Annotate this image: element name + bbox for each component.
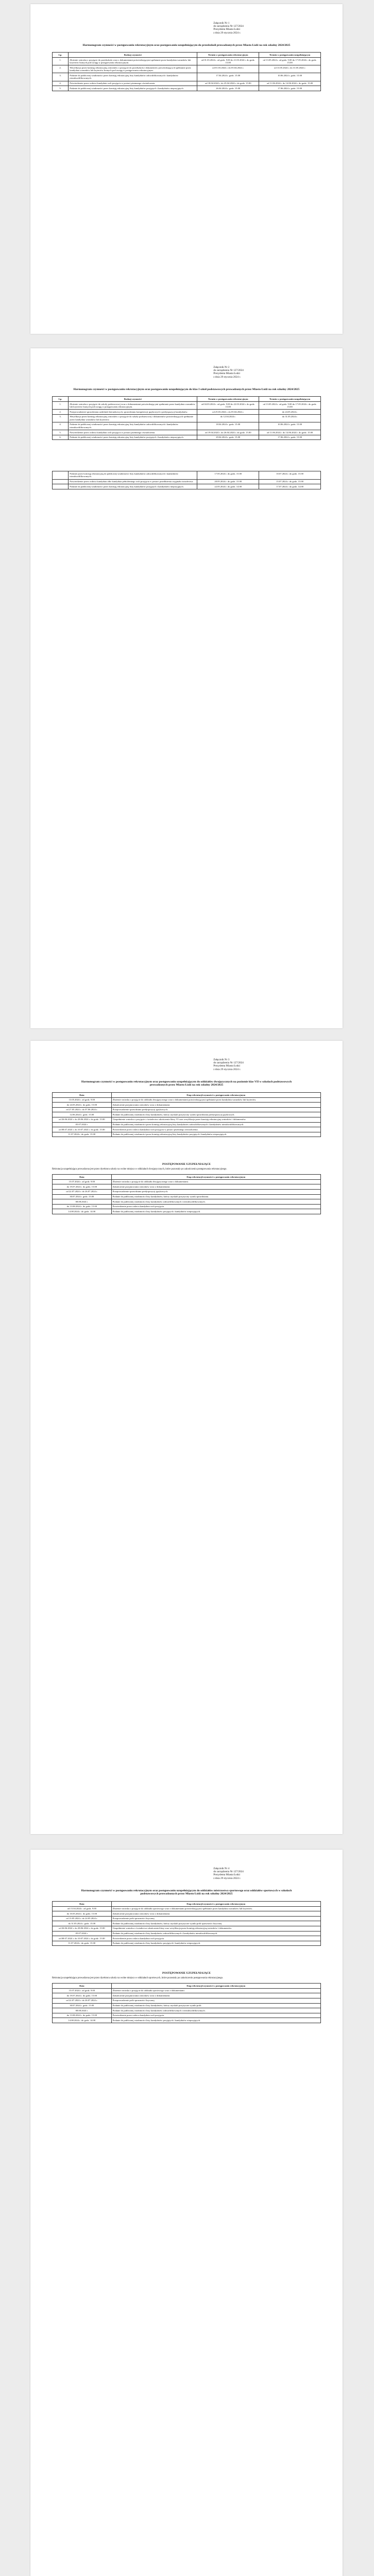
document-page-4 xyxy=(30,1850,343,2576)
table-row: od 08.07.2024 r. do 10.07.2024 r. do godz. 15.00 Potwierdzenie przez rodzica kandydata woli przyjęcia. xyxy=(53,1936,321,1941)
table-row: od 26.06.2024 r. do 28.06.2024 r. do godz. 15.00 Uzupełnienie wniosku o przyjęcie o świadectwo ukończenia klasy VI oraz weryfikacja przez komisję rekrutacyjną wniosków i dokumentów. xyxy=(53,1117,321,1122)
table-row: od 08.07.2024 r. do 10.07.2024 r. do godz. 15.00 Potwierdzenie przez rodzica kandydata woli przyjęcia w postaci pisemnego oświadczenia. xyxy=(53,1127,321,1132)
table-row: od 26.06.2024 r. do 28.06.2024 r. do godz. 15.00 Uzupełnienie wniosku o świadectwo ukończenia klasy oraz weryfikacja przez komisję rekrutacyjną wniosków i dokumentów. xyxy=(53,1926,321,1931)
table-row: 05.07.2024 r. Podanie do publicznej wiadomości przez komisję rekrutacyjną listy kandydatów zakwalifikowanych i kandydatów niezakwalifikowanych. xyxy=(53,1122,321,1127)
page-title: Harmonogram czynności w postępowaniu rekrutacyjnym oraz postępowaniu uzupełniającym do klas I szkół podstawowych prowadzonych przez Miasto Łódź na rok szkolny 2024/2025 xyxy=(73,387,300,391)
section-paragraph: Rekrutacja uzupełniająca prowadzona jest przez dyrektora szkoły na wolne miejsca w oddziałach sportowych, które pozostały po zakończeniu postępowania rekrutacyjnego. xyxy=(52,1977,224,1980)
attachment-header: Załącznik Nr 4 do zarządzenia Nr 127/2024 Prezydenta Miasta Łodzi z dnia 29 stycznia 2024 r. xyxy=(213,1867,244,1880)
document-page-3 xyxy=(30,1041,343,1834)
table-row: 08.08.2024 r. Podanie do publicznej wiadomości listy kandydatów zakwalifikowanych i niezakwalifikowanych. xyxy=(53,2008,321,2013)
table-row: 4. Podanie do publicznej wiadomości przez komisję rekrutacyjną listy kandydatów zakwalifikowanych i kandydatów niezakwalifikowanych. 18.04.2024 r. godz. 15.00 10.06.2024 r. godz. 15.00 xyxy=(53,422,321,430)
schedule-table: Data Etap rekrutacji/czynności w postępowaniu rekrutacyjnym 13.05.2024 r. od godz. 9.00 Złożenie wniosku o przyjęcie do oddziału dwujęzycznego wraz z dokumentami potwierdzającymi spełnianie przez kandydata warunków lub kryteriów. do 24.05.2024 r. do godz. 15.00 Zakończenie przyjmowania wniosków wraz z dokumentami. od 27.05.2024 r. do 07.06.2024 r. Przeprowadzenie sprawdzianu predyspozycji językowych. 12.06.2024 r. godz. 15.00 Podanie do publicznej wiadomości listy kandydatów, którzy uzyskali pozytywny wynik sprawdzianu predyspozycji językowych. od 26.06.2024 r. do 28.06.2024 r. do godz. 15.00 Uzupełnienie wniosku o przyjęcie o świadectwo ukończenia klasy VI oraz weryfikacja przez komisję rekrutacyjną wniosków i dokumentów. 05.07.2024 r. Podanie do publicznej wiadomości przez komisję rekrutacyjną listy kandydatów zakwalifikowanych i kandydatów niezakwalifikowanych. od 08.07.2024 r. do 10.07.2024 r. do godz. 15.00 Potwierdzenie przez rodzica kandydata woli przyjęcia w postaci pisemnego oświadczenia. 11.07.2024 r. do godz. 15.00 Podanie do publicznej wiadomości przez komisję rekrutacyjną listy kandydatów przyjętych i kandydatów nieprzyjętych. xyxy=(52,1092,321,1137)
section-heading: POSTĘPOWANIE UZUPEŁNIAJĄCE xyxy=(162,1972,211,1975)
table-row: od 15.04.2024 r. od godz. 9.00 Złożenie wniosku o przyjęcie do oddziału sportowego wraz z dokumentami potwierdzającymi spełnianie przez kandydata warunków lub kryteriów. xyxy=(53,1906,321,1911)
table-row: 1. Złożenie wniosku o przyjęcie do przedszkola wraz z dokumentami potwierdzającymi spełnianie przez kandydata warunków lub kryteriów branych pod uwagę w postępowaniu rekrutacyjnym. od 01.03.2024 r. od godz. 9.00 do 21.03.2024 r. do godz. 15.00 od 13.05.2024 r. od godz. 9.00 do 17.05.2024 r. do godz. 15.00 xyxy=(53,58,321,65)
table-row: 15.07.2024 r. od godz. 9.00 Złożenie wniosku o przyjęcie do oddziału dwujęzycznego wraz z dokumentami. xyxy=(53,1179,321,1184)
table-row: 2. Przeprowadzenie sprawdzianu uzdolnień kierunkowych, sprawdzianu kompetencji językowych i predyspozycji kandydatów. od 25.03.2024 r. do 05.04.2024 r. do 24.05.2024 r. xyxy=(53,410,321,415)
table-row: Podanie do publicznej wiadomości przez komisję rekrutacyjną listy kandydatów przyjętych i kandydatów nieprzyjętych. 22.05.2024 r. do godz. 14.00 17.07.2024 r. do godz. 14.00 xyxy=(53,484,321,489)
table-row: od 22.07.2024 r. do 26.07.2024 r. Przeprowadzenie sprawdzianu predyspozycji językowych. xyxy=(53,1189,321,1194)
schedule-table-continued xyxy=(52,471,321,489)
table-row: 12.06.2024 r. godz. 15.00 Podanie do publicznej wiadomości listy kandydatów, którzy uzyskali pozytywny wynik sprawdzianu predyspozycji językowych. xyxy=(53,1112,321,1117)
attachment-header: Załącznik Nr 1 do zarządzenia Nr 127/2024 Prezydenta Miasta Łodzi z dnia 29 stycznia 2024 r. xyxy=(213,22,244,35)
table-row: 14.08.2024 r. do godz. 14.00 Podanie do publicznej wiadomości listy kandydatów przyjętych i kandydatów nieprzyjętych. xyxy=(53,1209,321,1214)
table-row: do 10.05.2024 r. do godz. 15.00 Zakończenie przyjmowania wniosków wraz z dokumentami. xyxy=(53,1911,321,1917)
table-row: do 31.05.2024 r. godz. 15.00 Podanie do publicznej wiadomości listy kandydatów, którzy uzyskali pozytywne wyniki prób sprawności fizycznej. xyxy=(53,1921,321,1926)
table-row: do 13.08.2024 r. do godz. 15.00 Potwierdzenie przez rodzica kandydata woli przyjęcia. xyxy=(53,1204,321,1209)
table-row: do 13.08.2024 r. do godz. 15.00 Potwierdzenie przez rodzica kandydata woli przyjęcia. xyxy=(53,2013,321,2018)
table-row: 1. Złożenie wniosku o przyjęcie do szkoły podstawowej wraz z dokumentami potwierdzającymi spełnianie przez kandydata warunków lub kryteriów branych pod uwagę w postępowaniu rekrutacyjnym. od 04.03.2024 r. od godz. 9.00 do 22.03.2024 r. do godz. 15.00 od 13.05.2024 r. od godz. 9.00 do 17.05.2024 r. do godz. 15.00 xyxy=(53,402,321,410)
schedule-table: Lp. Rodzaj czynności Termin w postępowaniu rekrutacyjnym Termin w postępowaniu uzupełniającym 1. Złożenie wniosku o przyjęcie do przedszkola wraz z dokumentami potwierdzającymi spełnianie przez kandydata warunków lub kryteriów branych pod uwagę w postępowaniu rekrutacyjnym. od 01.03.2024 r. od godz. 9.00 do 21.03.2024 r. do godz. 15.00 od 13.05.2024 r. od godz. 9.00 do 17.05.2024 r. do godz. 15.00 2. Weryfikacja przez komisję rekrutacyjną wniosków o przyjęcie do przedszkola i dokumentów potwierdzających spełnianie przez kandydata warunków lub kryteriów branych pod uwagę w postępowaniu rekrutacyjnym. od 01.03.2024 r. do 05.04.2024 r. od 13.05.2024 r. do 31.05.2024 r. 3. Podanie do publicznej wiadomości przez komisję rekrutacyjną listy kandydatów zakwalifikowanych i kandydatów niezakwalifikowanych. 17.04.2024 r. godz. 15.00 10.06.2024 r. godz. 15.00 4. Potwierdzenie przez rodzica kandydata woli przyjęcia w postaci pisemnego oświadczenia. od 18.04.2024 r. do 25.04.2024 r. do godz. 15.00 od 11.06.2024 r. do 14.06.2024 r. do godz. 15.00 5. Podanie do publicznej wiadomości przez komisję rekrutacyjną listy kandydatów przyjętych i kandydatów nieprzyjętych. 26.04.2024 r. godz. 15.00 17.06.2024 r. godz. 15.00 xyxy=(52,52,321,91)
table-row: od 13.05.2024 r. do 24.05.2024 r. Przeprowadzenie prób sprawności fizycznej. xyxy=(53,1916,321,1921)
table-row: Potwierdzenie przez rodzica kandydata albo kandydata pełnoletniego woli przyjęcia w postaci przedłożenia oryginału świadectwa. 20.05.2024 r. do godz. 15.00 15.07.2024 r. do godz. 15.00 xyxy=(53,479,321,484)
section-heading: POSTĘPOWANIE UZUPEŁNIAJĄCE xyxy=(162,1163,211,1166)
table-row: 30.07.2024 r. godz. 15.00 Podanie do publicznej wiadomości listy kandydatów, którzy uzyskali pozytywne wyniki prób. xyxy=(53,2003,321,2008)
table-row: 4. Potwierdzenie przez rodzica kandydata woli przyjęcia w postaci pisemnego oświadczenia. od 18.04.2024 r. do 25.04.2024 r. do godz. 15.00 od 11.06.2024 r. do 14.06.2024 r. do godz. 15.00 xyxy=(53,81,321,86)
table-row: 3. Weryfikacja przez komisję rekrutacyjną wniosków o przyjęcie do szkoły podstawowej i dokumentów potwierdzających spełnianie przez kandydata warunków lub kryteriów. do 12.04.2024 r. do 31.05.2024 r. xyxy=(53,414,321,422)
table-row: do 19.07.2024 r. do godz. 15.00 Zakończenie przyjmowania wniosków wraz z dokumentami. xyxy=(53,1184,321,1190)
page-title: Harmonogram czynności w postępowaniu rekrutacyjnym oraz postępowaniu uzupełniającym do oddziałów mistrzostwa sportowego oraz oddziałów sportowych w szkołach podstawowych prowadzonych przez Miasto Łódź na rok szkolny 2024/2025 xyxy=(81,1889,292,1896)
table-row: 2. Weryfikacja przez komisję rekrutacyjną wniosków o przyjęcie do przedszkola i dokumentów potwierdzających spełnianie przez kandydata warunków lub kryteriów branych pod uwagę w postępowaniu rekrutacyjnym. od 01.03.2024 r. do 05.04.2024 r. od 13.05.2024 r. do 31.05.2024 r. xyxy=(53,65,321,73)
table-row: do 24.05.2024 r. do godz. 15.00 Zakończenie przyjmowania wniosków wraz z dokumentami. xyxy=(53,1103,321,1108)
table-row: 11.07.2024 r. do godz. 15.00 Podanie do publicznej wiadomości listy kandydatów przyjętych i kandydatów nieprzyjętych. xyxy=(53,1941,321,1946)
table-row: 5. Potwierdzenie przez rodzica kandydata woli przyjęcia w postaci pisemnego oświadczenia. od 19.04.2024 r. do 26.04.2024 r. do godz. 15.00 od 11.06.2024 r. do 14.06.2024 r. do godz. 15.00 xyxy=(53,430,321,435)
document-page-1 xyxy=(30,4,343,334)
table-row: do 19.07.2024 r. do godz. 15.00 Zakończenie przyjmowania wniosków wraz z dokumentami. xyxy=(53,1993,321,1998)
attachment-header: Załącznik Nr 2 do zarządzenia Nr 127/2024 Prezydenta Miasta Łodzi z dnia 29 stycznia 2024 r. xyxy=(213,366,244,379)
page-title: Harmonogram czynności w postępowaniu rekrutacyjnym oraz postępowaniu uzupełniającym do przedszkoli prowadzonych przez Miasto Łódź na rok szkolny 2024/2025 xyxy=(82,43,291,47)
schedule-table: Data Etap rekrutacji/czynności w postępowaniu rekrutacyjnym od 15.04.2024 r. od godz. 9.00 Złożenie wniosku o przyjęcie do oddziału sportowego wraz z dokumentami potwierdzającymi spełnianie przez kandydata warunków lub kryteriów. do 10.05.2024 r. do godz. 15.00 Zakończenie przyjmowania wniosków wraz z dokumentami. od 13.05.2024 r. do 24.05.2024 r. Przeprowadzenie prób sprawności fizycznej. do 31.05.2024 r. godz. 15.00 Podanie do publicznej wiadomości listy kandydatów, którzy uzyskali pozytywne wyniki prób sprawności fizycznej. od 26.06.2024 r. do 28.06.2024 r. do godz. 15.00 Uzupełnienie wniosku o świadectwo ukończenia klasy oraz weryfikacja przez komisję rekrutacyjną wniosków i dokumentów. 05.07.2024 r. Podanie do publicznej wiadomości listy kandydatów zakwalifikowanych i kandydatów niezakwalifikowanych. od 08.07.2024 r. do 10.07.2024 r. do godz. 15.00 Potwierdzenie przez rodzica kandydata woli przyjęcia. 11.07.2024 r. do godz. 15.00 Podanie do publicznej wiadomości listy kandydatów przyjętych i kandydatów nieprzyjętych. xyxy=(52,1901,321,1946)
schedule-table: Lp. Rodzaj czynności Termin w postępowaniu rekrutacyjnym Termin w postępowaniu uzupełniającym 1. Złożenie wniosku o przyjęcie do szkoły podstawowej wraz z dokumentami potwierdzającymi spełnianie przez kandydata warunków lub kryteriów branych pod uwagę w postępowaniu rekrutacyjnym. od 04.03.2024 r. od godz. 9.00 do 22.03.2024 r. do godz. 15.00 od 13.05.2024 r. od godz. 9.00 do 17.05.2024 r. do godz. 15.00 2. Przeprowadzenie sprawdzianu uzdolnień kierunkowych, sprawdzianu kompetencji językowych i predyspozycji kandydatów. od 25.03.2024 r. do 05.04.2024 r. do 24.05.2024 r. 3. Weryfikacja przez komisję rekrutacyjną wniosków o przyjęcie do szkoły podstawowej i dokumentów potwierdzających spełnianie przez kandydata warunków lub kryteriów. do 12.04.2024 r. do 31.05.2024 r. 4. Podanie do publicznej wiadomości przez komisję rekrutacyjną listy kandydatów zakwalifikowanych i kandydatów niezakwalifikowanych. 18.04.2024 r. godz. 15.00 10.06.2024 r. godz. 15.00 5. Potwierdzenie przez rodzica kandydata woli przyjęcia w postaci pisemnego oświadczenia. od 19.04.2024 r. do 26.04.2024 r. do godz. 15.00 od 11.06.2024 r. do 14.06.2024 r. do godz. 15.00 6. Podanie do publicznej wiadomości przez komisję rekrutacyjną listy kandydatów przyjętych i kandydatów nieprzyjętych. 29.04.2024 r. godz. 15.00 17.06.2024 r. godz. 15.00 xyxy=(52,396,321,440)
table-row: 11.07.2024 r. do godz. 15.00 Podanie do publicznej wiadomości przez komisję rekrutacyjną listy kandydatów przyjętych i kandydatów nieprzyjętych. xyxy=(53,1132,321,1137)
attachment-header: Załącznik Nr 3 do zarządzenia Nr 127/2024 Prezydenta Miasta Łodzi z dnia 29 stycznia 2024 r. xyxy=(213,1058,244,1071)
table-row: 30.07.2024 r. godz. 15.00 Podanie do publicznej wiadomości listy kandydatów, którzy uzyskali pozytywny wynik sprawdzianu. xyxy=(53,1194,321,1199)
table-row: od 27.05.2024 r. do 07.06.2024 r. Przeprowadzenie sprawdzianu predyspozycji językowych. xyxy=(53,1107,321,1112)
document-page-2 xyxy=(30,348,343,1028)
table-row: od 22.07.2024 r. do 26.07.2024 r. Przeprowadzenie prób sprawności fizycznej. xyxy=(53,1998,321,2003)
table-row: 05.07.2024 r. Podanie do publicznej wiadomości listy kandydatów zakwalifikowanych i kandydatów niezakwalifikowanych. xyxy=(53,1931,321,1936)
supplementary-table: Data Etap rekrutacji/czynności w postępowaniu rekrutacyjnym 15.07.2024 r. od godz. 9.00 Złożenie wniosku o przyjęcie do oddziału dwujęzycznego wraz z dokumentami. do 19.07.2024 r. do godz. 15.00 Zakończenie przyjmowania wniosków wraz z dokumentami. od 22.07.2024 r. do 26.07.2024 r. Przeprowadzenie sprawdzianu predyspozycji językowych. 30.07.2024 r. godz. 15.00 Podanie do publicznej wiadomości listy kandydatów, którzy uzyskali pozytywny wynik sprawdzianu. 08.08.2024 r. Podanie do publicznej wiadomości listy kandydatów zakwalifikowanych i niezakwalifikowanych. do 13.08.2024 r. do godz. 15.00 Potwierdzenie przez rodzica kandydata woli przyjęcia. 14.08.2024 r. do godz. 14.00 Podanie do publicznej wiadomości listy kandydatów przyjętych i kandydatów nieprzyjętych. xyxy=(52,1174,321,1214)
table-row: 08.08.2024 r. Podanie do publicznej wiadomości listy kandydatów zakwalifikowanych i niezakwalifikowanych. xyxy=(53,1199,321,1205)
table-row: Podanie przez komisję rekrutacyjną do publicznej wiadomości listy kandydatów zakwalifikowanych i kandydatów niezakwalifikowanych. 17.05.2024 r. do godz. 15.00 10.07.2024 r. do godz. 15.00 xyxy=(53,471,321,479)
page-title: Harmonogram czynności w postępowaniu rekrutacyjnym oraz postępowaniu uzupełniającym do oddziałów dwujęzycznych na poziomie klas VII w szkołach podstawowych prowadzonych przez Miasto Łódź na rok szkolny 2024/2025 xyxy=(81,1080,292,1087)
table-row: 3. Podanie do publicznej wiadomości przez komisję rekrutacyjną listy kandydatów zakwalifikowanych i kandydatów niezakwalifikowanych. 17.04.2024 r. godz. 15.00 10.06.2024 r. godz. 15.00 xyxy=(53,73,321,81)
table-row: 14.08.2024 r. do godz. 14.00 Podanie do publicznej wiadomości listy kandydatów przyjętych i kandydatów nieprzyjętych. xyxy=(53,2018,321,2023)
supplementary-table: Data Etap rekrutacji/czynności w postępowaniu rekrutacyjnym 15.07.2024 r. od godz. 9.00 Złożenie wniosku o przyjęcie do oddziału sportowego wraz z dokumentami. do 19.07.2024 r. do godz. 15.00 Zakończenie przyjmowania wniosków wraz z dokumentami. od 22.07.2024 r. do 26.07.2024 r. Przeprowadzenie prób sprawności fizycznej. 30.07.2024 r. godz. 15.00 Podanie do publicznej wiadomości listy kandydatów, którzy uzyskali pozytywne wyniki prób. 08.08.2024 r. Podanie do publicznej wiadomości listy kandydatów zakwalifikowanych i niezakwalifikowanych. do 13.08.2024 r. do godz. 15.00 Potwierdzenie przez rodzica kandydata woli przyjęcia. 14.08.2024 r. do godz. 14.00 Podanie do publicznej wiadomości listy kandydatów przyjętych i kandydatów nieprzyjętych. xyxy=(52,1983,321,2023)
table-row: 6. Podanie do publicznej wiadomości przez komisję rekrutacyjną listy kandydatów przyjętych i kandydatów nieprzyjętych. 29.04.2024 r. godz. 15.00 17.06.2024 r. godz. 15.00 xyxy=(53,435,321,440)
table-row: 13.05.2024 r. od godz. 9.00 Złożenie wniosku o przyjęcie do oddziału dwujęzycznego wraz z dokumentami potwierdzającymi spełnianie przez kandydata warunków lub kryteriów. xyxy=(53,1097,321,1103)
table-row: 15.07.2024 r. od godz. 9.00 Złożenie wniosku o przyjęcie do oddziału sportowego wraz z dokumentami. xyxy=(53,1988,321,1993)
table-row: 5. Podanie do publicznej wiadomości przez komisję rekrutacyjną listy kandydatów przyjętych i kandydatów nieprzyjętych. 26.04.2024 r. godz. 15.00 17.06.2024 r. godz. 15.00 xyxy=(53,86,321,91)
section-paragraph: Rekrutacja uzupełniająca prowadzona jest przez dyrektora szkoły na wolne miejsca w oddziałach dwujęzycznych, które pozostały po zakończeniu postępowania rekrutacyjnego. xyxy=(52,1168,227,1171)
